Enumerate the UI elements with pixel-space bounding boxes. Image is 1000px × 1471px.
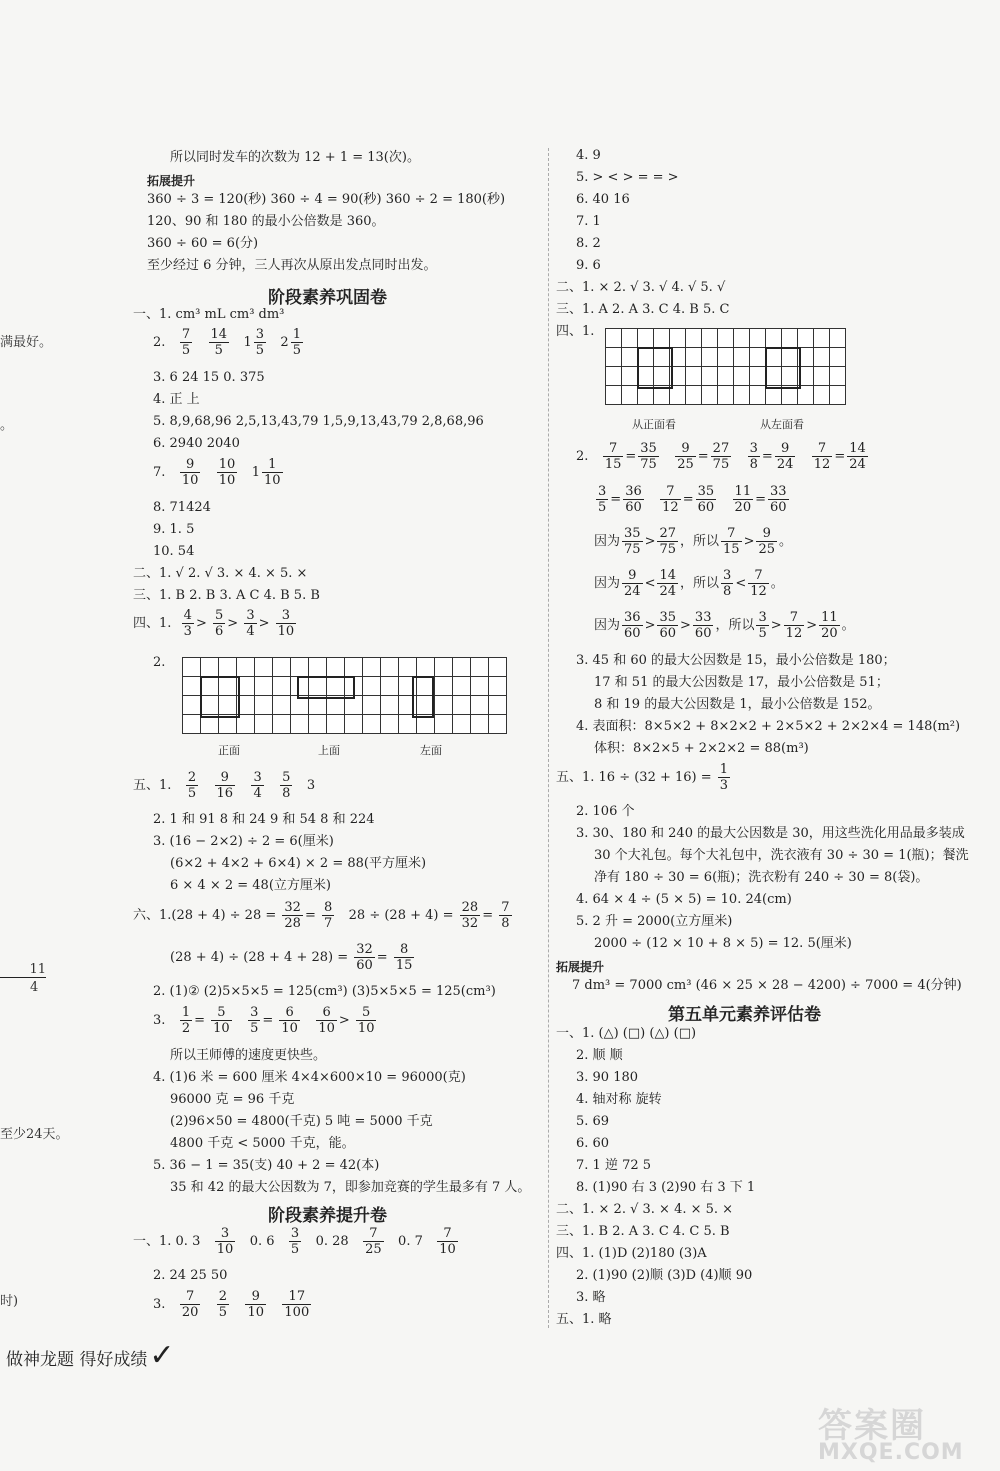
- fraction: $\frac{7}{8}$: [501, 900, 510, 931]
- fraction: $\frac{32}{28}$: [284, 900, 301, 931]
- column-divider: [548, 148, 549, 1328]
- fraction: $\frac{32}{60}$: [356, 942, 373, 973]
- answer-line: 2. 顺 顺: [576, 1048, 623, 1063]
- answer-line: 3. 6 24 15 0. 375: [153, 370, 265, 385]
- answer-line: 所以王师傅的速度更快些。: [170, 1048, 327, 1063]
- answer-line: 2. 106 个: [576, 804, 635, 819]
- fraction: $\frac{3}{5}$: [255, 327, 265, 358]
- fraction: $\frac{9}{16}$: [216, 770, 234, 801]
- fraction: $\frac{7}{20}$: [181, 1289, 199, 1320]
- answer-line-fractions: 3. $\frac{1}{2}$ = $\frac{5}{10}$ $\frac{3}{5}$ = $\frac{6}{10}$ $\frac{6}{10}$ > $\frac{5}{10}$: [153, 1005, 375, 1036]
- section-subheading: 拓展提升: [556, 960, 605, 974]
- answer-line: 360 ÷ 3 = 120(秒) 360 ÷ 4 = 90(秒) 360 ÷ 2 = 180(秒): [147, 192, 506, 207]
- answer-line: 所以同时发车的次数为 12 + 1 = 13(次)。: [170, 150, 420, 165]
- answer-line: 4800 千克 < 5000 千克，能。: [170, 1136, 355, 1151]
- fraction: $\frac{1}{5}$: [292, 327, 301, 358]
- answer-line: 2. 1 和 91 8 和 24 9 和 54 8 和 224: [153, 812, 375, 827]
- answer-line: 一、1. (△) (□) (△) (□): [556, 1026, 697, 1041]
- answer-line: 6. 2940 2040: [153, 436, 240, 451]
- answer-line: 7 dm³ = 7000 cm³ (46 × 25 × 28 − 4200) ÷ 7000 = 4(分钟): [572, 978, 962, 993]
- answer-line: 7. 1 逆 72 5: [576, 1158, 652, 1173]
- view-shape-top: [297, 676, 355, 699]
- answer-line: 4. (1)6 米 = 600 厘米 4×4×600×10 = 96000(克): [153, 1070, 466, 1085]
- answer-line: 360 ÷ 60 = 6(分): [147, 236, 259, 251]
- answer-line: 9. 1. 5: [153, 522, 195, 537]
- answer-line-fractions: 一、1. 0. 3 $\frac{3}{10}$ 0. 6 $\frac{3}{5}$ 0. 28 $\frac{7}{25}$ 0. 7 $\frac{7}{10}$: [133, 1226, 456, 1257]
- fraction: $\frac{14}{5}$: [210, 327, 228, 358]
- answer-line: 体积：8×2×5 + 2×2×2 = 88(m³): [594, 741, 809, 756]
- fraction: $\frac{7}{10}$: [439, 1226, 456, 1257]
- answer-line: 3. 30、180 和 240 的最大公因数是 30，用这些洗化用品最多装成: [576, 826, 965, 841]
- view-shape-left: [765, 347, 801, 389]
- edge-text: 时): [0, 1294, 19, 1309]
- answer-line-fractions: 六、1.(28 + 4) ÷ 28 = $\frac{32}{28}$ = $\frac{8}{7}$ 28 ÷ (28 + 4) = $\frac{28}{32}$ = $\frac{7}{8}$: [133, 900, 510, 931]
- slogan-text: 做神龙题 得好成绩: [6, 1350, 148, 1370]
- checkmark-icon: ✓: [149, 1338, 175, 1373]
- answer-line: 3. 略: [576, 1290, 606, 1305]
- answer-line-fractions: 因为 $\frac{36}{60}$ > $\frac{35}{60}$ > $\frac{33}{60}$ ，所以 $\frac{3}{5}$ > $\frac{7}{12}$ > $\frac{11}{20}$ 。: [594, 610, 855, 641]
- view-shape-front: [637, 347, 673, 389]
- answer-line-fractions: 2. $\frac{7}{5}$ $\frac{14}{5}$ 1 $\frac{3}{5}$ 2 $\frac{1}{5}$: [153, 327, 301, 358]
- answer-line: 30 个大礼包。每个大礼包中，洗衣液有 30 ÷ 30 = 1(瓶)；餐洗: [594, 848, 969, 863]
- answer-line: 2000 ÷ (12 × 10 + 8 × 5) = 12. 5(厘米): [594, 936, 852, 951]
- fraction: $\frac{5}{8}$: [282, 770, 291, 801]
- answer-line-fractions: 五、1. 16 ÷ (32 + 16) = $\frac{1}{3}$: [556, 762, 729, 793]
- answer-line: 2. 24 25 50: [153, 1268, 228, 1283]
- answer-line: 三、1. B 2. B 3. A C 4. B 5. B: [133, 588, 320, 603]
- answer-line: 2. (1)② (2)5×5×5 = 125(cm³) (3)5×5×5 = 125(cm³): [153, 984, 496, 999]
- view-label: 正面: [218, 744, 240, 757]
- answer-line: 3. (16 − 2×2) ÷ 2 = 6(厘米): [153, 834, 334, 849]
- fraction: $\frac{1}{10}$: [264, 457, 281, 488]
- answer-line: 10. 54: [153, 544, 195, 559]
- answer-line: 二、1. × 2. √ 3. × 4. × 5. ×: [556, 1202, 734, 1217]
- view-label: 从左面看: [760, 418, 804, 431]
- fraction: $\frac{8}{15}$: [395, 942, 413, 973]
- section-title: 阶段素养巩固卷: [268, 288, 387, 308]
- answer-line: 二、1. × 2. √ 3. √ 4. √ 5. √: [556, 280, 726, 295]
- item-number: 四、1.: [556, 324, 595, 339]
- fraction: $\frac{3}{5}$: [290, 1226, 300, 1257]
- answer-line: 6 × 4 × 2 = 48(立方厘米): [170, 878, 331, 893]
- fraction: $\frac{2}{5}$: [218, 1289, 228, 1320]
- answer-line-fractions: 因为 $\frac{9}{24}$ < $\frac{14}{24}$ ，所以 $\frac{3}{8}$ < $\frac{7}{12}$ 。: [594, 568, 784, 599]
- answer-line-fractions: 3. $\frac{7}{20}$ $\frac{2}{5}$ $\frac{9}{10}$ $\frac{17}{100}$: [153, 1289, 310, 1320]
- answer-line: 5. 36 − 1 = 35(支) 40 + 2 = 42(本): [153, 1158, 380, 1173]
- fraction: $\frac{10}{10}$: [218, 457, 236, 488]
- item-number: 2.: [153, 335, 166, 350]
- watermark-url: MXQE.COM: [818, 1440, 964, 1465]
- watermark-logo: 答案圈: [818, 1406, 926, 1446]
- fraction: $\frac{9}{10}$: [181, 457, 199, 488]
- answer-line: (2)96×50 = 4800(千克) 5 吨 = 5000 千克: [170, 1114, 433, 1129]
- answer-line: 3. 90 180: [576, 1070, 639, 1085]
- answer-line: (6×2 + 4×2 + 6×4) × 2 = 88(平方厘米): [170, 856, 427, 871]
- answer-line: 7. 1: [576, 214, 601, 229]
- section-title: 阶段素养提升卷: [268, 1206, 387, 1226]
- view-label: 左面: [420, 744, 442, 757]
- answer-line: 5. 69: [576, 1114, 610, 1129]
- answer-line: 8. 2: [576, 236, 601, 251]
- fraction: $\frac{7}{5}$: [181, 327, 191, 358]
- fraction: $\frac{3}{5}$: [250, 1005, 259, 1036]
- fraction: $\frac{9}{10}$: [247, 1289, 264, 1320]
- answer-line-fractions: $\frac{3}{5}$ = $\frac{36}{60}$ $\frac{7}{12}$ = $\frac{35}{60}$ $\frac{11}{20}$ = $\frac{33}{60}$: [598, 484, 787, 515]
- footer-slogan: [6, 1338, 175, 1373]
- fraction: $\frac{8}{7}$: [323, 900, 333, 931]
- answer-line-fractions: 因为 $\frac{35}{75}$ > $\frac{27}{75}$ ，所以 $\frac{7}{15}$ > $\frac{9}{25}$ 。: [594, 526, 793, 557]
- fraction: $\frac{3}{10}$: [216, 1226, 234, 1257]
- answer-line: 4. 9: [576, 148, 601, 163]
- answer-line: 五、1. 略: [556, 1312, 612, 1327]
- answer-line: 三、1. B 2. A 3. C 4. C 5. B: [556, 1224, 730, 1239]
- answer-line: 35 和 42 的最大公因数为 7，即参加竞赛的学生最多有 7 人。: [170, 1180, 531, 1195]
- section-title: 第五单元素养评估卷: [668, 1005, 821, 1025]
- answer-line: 6. 60: [576, 1136, 610, 1151]
- answer-line: 4. 表面积：8×5×2 + 8×2×2 + 2×5×2 + 2×2×4 = 148(m²): [576, 719, 961, 734]
- fraction: $\frac{3}{4}$: [253, 770, 262, 801]
- fraction: $\frac{5}{10}$: [213, 1005, 230, 1036]
- answer-line: 5. 8,9,68,96 2,5,13,43,79 1,5,9,13,43,79 2,8,68,96: [153, 414, 484, 429]
- answer-line: 8 和 19 的最大公因数是 1，最小公倍数是 152。: [594, 697, 881, 712]
- fraction: $\frac{3}{4}$: [246, 608, 255, 639]
- answer-line-fractions: 7. $\frac{9}{10}$ $\frac{10}{10}$ 1 $\frac{1}{10}$: [153, 457, 281, 488]
- edge-fraction-num: 11: [0, 962, 46, 978]
- edge-text: 至少24天。: [0, 1127, 69, 1142]
- answer-line: 120、90 和 180 的最小公倍数是 360。: [147, 214, 385, 229]
- answer-line: 一、1. cm³ mL cm³ dm³: [133, 307, 285, 322]
- answer-line: 6. 40 16: [576, 192, 630, 207]
- answer-line: 至少经过 6 分钟，三人再次从原出发点同时出发。: [147, 258, 437, 273]
- answer-line: 5. > < > = = >: [576, 170, 679, 185]
- answer-line: 二、1. √ 2. √ 3. × 4. × 5. ×: [133, 566, 308, 581]
- answer-line: 四、1. (1)D (2)180 (3)A: [556, 1246, 707, 1261]
- fraction: $\frac{7}{25}$: [365, 1226, 382, 1257]
- fraction: $\frac{1}{2}$: [181, 1005, 191, 1036]
- fraction: $\frac{5}{10}$: [357, 1005, 375, 1036]
- item-number: 2.: [153, 655, 166, 670]
- answer-line: 4. 正 上: [153, 392, 200, 407]
- answer-line: 8. (1)90 右 3 (2)90 右 3 下 1: [576, 1180, 756, 1195]
- fraction: $\frac{17}{100}$: [284, 1289, 310, 1320]
- answer-line: 9. 6: [576, 258, 601, 273]
- view-label: 上面: [318, 744, 340, 757]
- answer-line-fractions: (28 + 4) ÷ (28 + 4 + 28) = $\frac{32}{60}$ = $\frac{8}{15}$: [170, 942, 413, 973]
- answer-line: 4. 64 × 4 ÷ (5 × 5) = 10. 24(cm): [576, 892, 792, 907]
- answer-line: 三、1. A 2. A 3. C 4. B 5. C: [556, 302, 730, 317]
- fraction: $\frac{28}{32}$: [461, 900, 479, 931]
- answer-line-fractions: 四、1. $\frac{4}{3}$ > $\frac{5}{6}$ > $\frac{3}{4}$ > $\frac{3}{10}$: [133, 608, 295, 639]
- edge-text: 。: [0, 418, 14, 433]
- fraction: $\frac{6}{10}$: [281, 1005, 298, 1036]
- edge-fraction-den: 4: [30, 980, 39, 995]
- fraction: $\frac{5}{6}$: [215, 608, 224, 639]
- fraction: $\frac{2}{5}$: [187, 770, 197, 801]
- answer-line: 5. 2 升 = 2000(立方厘米): [576, 914, 733, 929]
- section-subheading: 拓展提升: [147, 174, 196, 188]
- answer-line: 4. 轴对称 旋转: [576, 1092, 662, 1107]
- answer-line-fractions: 2. $\frac{7}{15}$ = $\frac{35}{75}$ $\frac{9}{25}$ = $\frac{27}{75}$ $\frac{3}{8}$ = $\frac{9}{24}$ $\frac{7}{12}$ = $\frac{14}{24}$: [576, 441, 866, 472]
- answer-line-fractions: 五、1. $\frac{2}{5}$ $\frac{9}{16}$ $\frac{3}{4}$ $\frac{5}{8}$ 3: [133, 770, 316, 801]
- answer-line: 96000 克 = 96 千克: [170, 1092, 295, 1107]
- answer-line: 2. (1)90 (2)顺 (3)D (4)顺 90: [576, 1268, 753, 1283]
- fraction: $\frac{3}{10}$: [277, 608, 295, 639]
- answer-line: 3. 45 和 60 的最大公因数是 15，最小公倍数是 180；: [576, 653, 896, 668]
- view-shape-left: [412, 676, 434, 718]
- answer-line: 17 和 51 的最大公因数是 17，最小公倍数是 51；: [594, 675, 889, 690]
- view-label: 从正面看: [632, 418, 676, 431]
- edge-text: 满最好。: [0, 335, 53, 350]
- fraction: $\frac{4}{3}$: [183, 608, 192, 639]
- answer-line: 净有 180 ÷ 30 = 6(瓶)；洗衣粉有 240 ÷ 30 = 8(袋)。: [594, 870, 929, 885]
- view-shape-front: [200, 676, 240, 718]
- fraction: $\frac{6}{10}$: [318, 1005, 335, 1036]
- answer-line: 8. 71424: [153, 500, 211, 515]
